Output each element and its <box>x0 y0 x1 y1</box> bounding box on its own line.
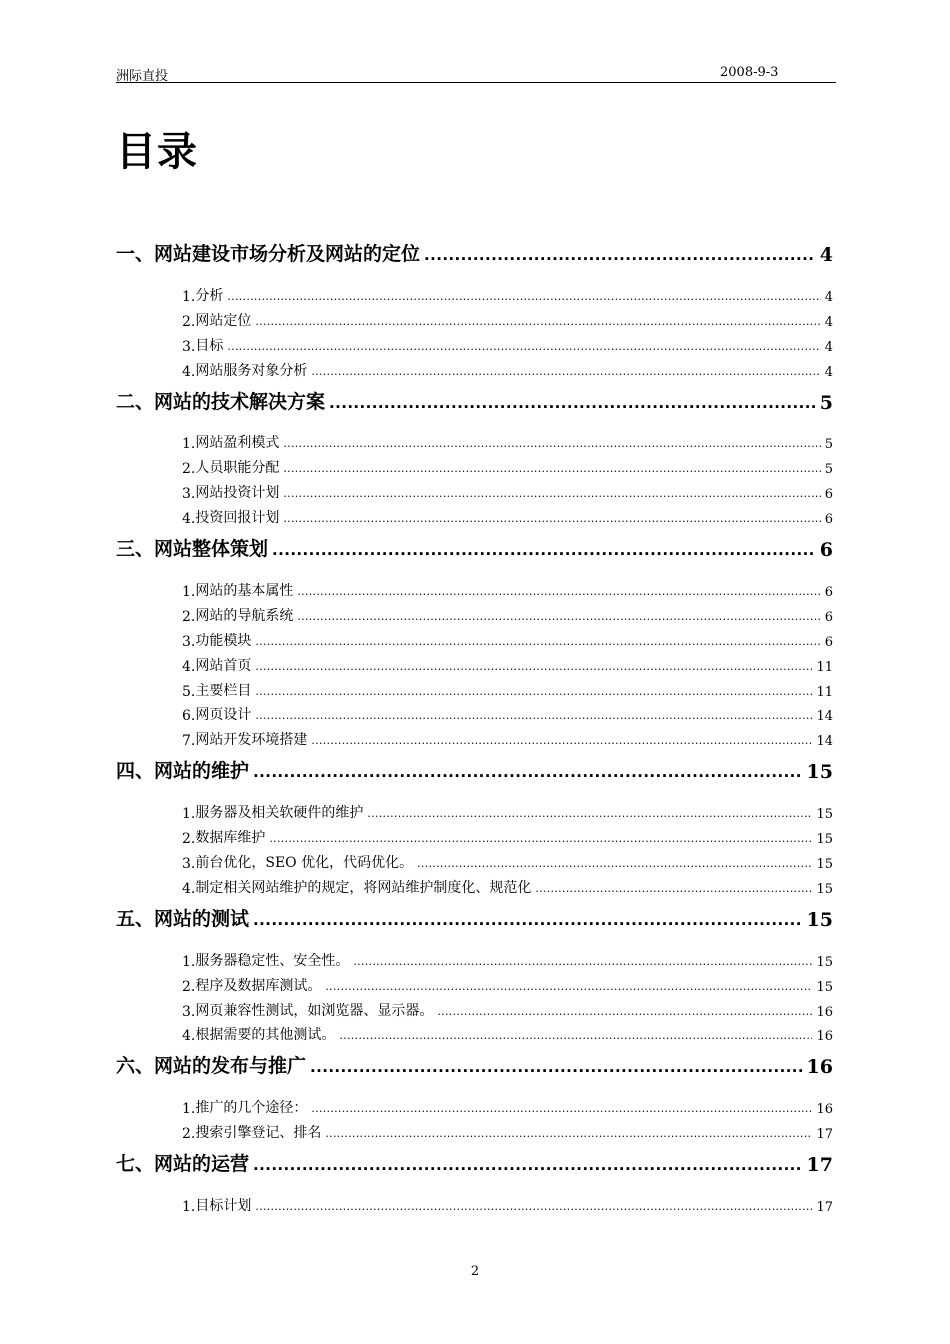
dot-leader <box>367 807 812 822</box>
subsection-number: 4. <box>182 511 196 528</box>
toc-section-entry[interactable] <box>116 749 833 783</box>
subsection-number: 3. <box>182 338 196 355</box>
subsection-title: 目标计划 <box>195 1198 252 1215</box>
dot-leader <box>227 290 820 305</box>
page-header <box>116 64 836 83</box>
section-page-number: 15 <box>806 908 833 931</box>
section-number: 四、 <box>116 760 155 783</box>
spacer <box>116 931 833 945</box>
dot-leader <box>283 437 820 452</box>
subsection-title: 服务器及相关软硬件的维护 <box>195 805 364 822</box>
subsection-number: 2. <box>182 1126 196 1143</box>
subsection-title: 分析 <box>195 287 224 304</box>
subsection-page-number: 5 <box>824 437 833 453</box>
toc-subsection-entry[interactable] <box>116 1117 833 1142</box>
subsection-page-number: 11 <box>816 684 833 700</box>
subsection-page-number: 16 <box>816 1102 833 1118</box>
dot-leader <box>297 610 820 625</box>
subsection-number: 1. <box>182 584 196 601</box>
toc-subsection-entry[interactable] <box>116 1190 833 1215</box>
section-title: 网站的发布与推广 <box>154 1055 307 1078</box>
spacer <box>116 1078 833 1092</box>
dot-leader <box>311 734 812 749</box>
subsection-page-number: 15 <box>816 832 833 848</box>
subsection-page-number: 6 <box>824 634 833 650</box>
subsection-page-number: 6 <box>824 585 833 601</box>
subsection-number: 1. <box>182 436 196 453</box>
section-title: 网站的运营 <box>154 1153 250 1176</box>
subsection-page-number: 15 <box>816 979 833 995</box>
subsection-page-number: 17 <box>816 1200 833 1216</box>
dot-leader <box>255 315 820 330</box>
subsection-title: 网站服务对象分析 <box>195 362 308 379</box>
dot-leader <box>297 585 820 600</box>
subsection-page-number: 15 <box>816 857 833 873</box>
subsection-page-number: 6 <box>824 609 833 625</box>
toc-subsection-entry[interactable] <box>116 675 833 700</box>
section-number: 二、 <box>116 390 155 413</box>
subsection-number: 3. <box>182 856 196 873</box>
section-number: 七、 <box>116 1153 155 1176</box>
dot-leader <box>325 1127 812 1142</box>
dot-leader <box>255 1200 812 1215</box>
subsection-title: 网站首页 <box>195 657 252 674</box>
section-page-number: 4 <box>819 244 833 266</box>
toc-title: 目录 <box>116 129 198 175</box>
section-number: 一、 <box>116 243 155 265</box>
toc-section-entry[interactable] <box>116 1142 833 1176</box>
table-of-contents <box>116 232 833 1215</box>
toc-section-entry[interactable] <box>116 527 833 561</box>
spacer <box>116 561 833 575</box>
spacer <box>116 266 833 280</box>
toc-section-entry[interactable] <box>116 232 833 266</box>
subsection-page-number: 17 <box>816 1127 833 1143</box>
toc-subsection-entry[interactable] <box>116 724 833 749</box>
section-page-number: 5 <box>819 391 833 414</box>
toc-subsection-entry[interactable] <box>116 822 833 847</box>
section-title: 网站建设市场分析及网站的定位 <box>154 243 421 265</box>
subsection-page-number: 14 <box>816 709 833 725</box>
section-title: 网站的技术解决方案 <box>154 390 326 413</box>
subsection-number: 4. <box>182 880 196 897</box>
subsection-number: 7. <box>182 733 196 750</box>
toc-subsection-entry[interactable] <box>116 355 833 380</box>
section-page-number: 15 <box>806 761 833 784</box>
subsection-number: 2. <box>182 831 196 848</box>
toc-subsection-entry[interactable] <box>116 650 833 675</box>
subsection-title: 网站定位 <box>195 312 252 329</box>
subsection-page-number: 5 <box>824 462 833 478</box>
dot-leader <box>255 709 812 724</box>
subsection-number: 1. <box>182 953 196 970</box>
toc-subsection-entry[interactable] <box>116 700 833 725</box>
subsection-title: 根据需要的其他测试。 <box>195 1027 336 1044</box>
dot-leader <box>253 1156 803 1176</box>
section-number: 六、 <box>116 1055 155 1078</box>
section-page-number: 16 <box>806 1056 833 1079</box>
subsection-title: 搜索引擎登记、排名 <box>195 1125 322 1142</box>
toc-subsection-entry[interactable] <box>116 945 833 970</box>
subsection-number: 2. <box>182 608 196 625</box>
subsection-title: 网站开发环境搭建 <box>195 732 308 749</box>
toc-subsection-entry[interactable] <box>116 847 833 872</box>
toc-subsection-entry[interactable] <box>116 502 833 527</box>
section-number: 五、 <box>116 907 155 930</box>
toc-subsection-entry[interactable] <box>116 575 833 600</box>
subsection-number: 4. <box>182 1028 196 1045</box>
dot-leader <box>311 1102 812 1117</box>
toc-section-entry[interactable] <box>116 1044 833 1078</box>
dot-leader <box>329 394 816 414</box>
section-title: 网站的维护 <box>154 760 250 783</box>
spacer <box>116 1176 833 1190</box>
subsection-title: 程序及数据库测试。 <box>195 977 322 994</box>
header-date: 2008-9-3 <box>720 65 779 80</box>
dot-leader <box>272 541 816 561</box>
subsection-title: 制定相关网站维护的规定，将网站维护制度化、规范化 <box>195 879 532 896</box>
section-number: 三、 <box>116 538 155 561</box>
section-title: 网站的测试 <box>154 907 250 930</box>
toc-subsection-entry[interactable] <box>116 330 833 355</box>
section-page-number: 6 <box>819 539 833 562</box>
dot-leader <box>283 512 820 527</box>
dot-leader <box>353 955 812 970</box>
toc-subsection-entry[interactable] <box>116 477 833 502</box>
header-company: 洲际直投 <box>116 69 169 84</box>
subsection-title: 网页兼容性测试，如浏览器、显示器。 <box>195 1002 434 1019</box>
toc-section-entry[interactable] <box>116 897 833 931</box>
page-number: 2 <box>470 1264 480 1279</box>
subsection-title: 网站的基本属性 <box>195 583 294 600</box>
toc-subsection-entry[interactable] <box>116 970 833 995</box>
subsection-number: 3. <box>182 633 196 650</box>
dot-leader <box>283 487 820 502</box>
subsection-title: 功能模块 <box>195 632 252 649</box>
subsection-title: 前台优化，SEO 优化，代码优化。 <box>195 855 414 872</box>
toc-subsection-entry[interactable] <box>116 305 833 330</box>
subsection-page-number: 16 <box>816 1029 833 1045</box>
dot-leader <box>310 1058 803 1078</box>
subsection-page-number: 16 <box>816 1004 833 1020</box>
subsection-number: 1. <box>182 288 196 305</box>
dot-leader <box>227 340 820 355</box>
subsection-number: 3. <box>182 1003 196 1020</box>
subsection-page-number: 11 <box>816 659 833 675</box>
subsection-title: 数据库维护 <box>195 830 266 847</box>
subsection-title: 人员职能分配 <box>195 460 280 477</box>
dot-leader <box>325 980 812 995</box>
toc-subsection-entry[interactable] <box>116 428 833 453</box>
subsection-title: 主要栏目 <box>195 682 252 699</box>
subsection-page-number: 15 <box>816 954 833 970</box>
toc-subsection-entry[interactable] <box>116 452 833 477</box>
subsection-number: 3. <box>182 486 196 503</box>
subsection-title: 网站盈利模式 <box>195 435 280 452</box>
subsection-page-number: 4 <box>824 364 833 380</box>
toc-section-entry[interactable] <box>116 380 833 414</box>
dot-leader <box>311 365 820 380</box>
subsection-number: 2. <box>182 461 196 478</box>
dot-leader <box>535 882 812 897</box>
subsection-title: 服务器稳定性、安全性。 <box>195 952 350 969</box>
dot-leader <box>255 660 812 675</box>
dot-leader <box>437 1005 812 1020</box>
subsection-page-number: 15 <box>816 807 833 823</box>
dot-leader <box>269 832 812 847</box>
toc-subsection-entry[interactable] <box>116 995 833 1020</box>
dot-leader <box>253 911 803 931</box>
section-title: 网站整体策划 <box>154 538 269 561</box>
subsection-page-number: 14 <box>816 734 833 750</box>
subsection-number: 2. <box>182 313 196 330</box>
toc-subsection-entry[interactable] <box>116 1092 833 1117</box>
subsection-page-number: 6 <box>824 487 833 503</box>
subsection-number: 4. <box>182 363 196 380</box>
subsection-page-number: 4 <box>824 289 833 305</box>
toc-subsection-entry[interactable] <box>116 1020 833 1045</box>
dot-leader <box>255 635 820 650</box>
subsection-number: 2. <box>182 978 196 995</box>
toc-subsection-entry[interactable] <box>116 280 833 305</box>
dot-leader <box>253 763 803 783</box>
toc-subsection-entry[interactable] <box>116 600 833 625</box>
subsection-title: 网页设计 <box>195 707 252 724</box>
subsection-title: 目标 <box>195 337 224 354</box>
subsection-number: 4. <box>182 658 196 675</box>
subsection-number: 5. <box>182 683 196 700</box>
subsection-page-number: 15 <box>816 881 833 897</box>
subsection-title: 投资回报计划 <box>195 510 280 527</box>
dot-leader <box>424 246 816 266</box>
subsection-title: 网站投资计划 <box>195 485 280 502</box>
toc-subsection-entry[interactable] <box>116 797 833 822</box>
subsection-page-number: 4 <box>824 314 833 330</box>
subsection-number: 1. <box>182 1101 196 1118</box>
subsection-number: 1. <box>182 1199 196 1216</box>
toc-subsection-entry[interactable] <box>116 872 833 897</box>
dot-leader <box>283 462 820 477</box>
dot-leader <box>339 1029 812 1044</box>
subsection-title: 网站的导航系统 <box>195 607 294 624</box>
spacer <box>116 414 833 428</box>
subsection-number: 1. <box>182 806 196 823</box>
subsection-number: 6. <box>182 708 196 725</box>
subsection-title: 推广的几个途径： <box>195 1100 308 1117</box>
section-page-number: 17 <box>806 1154 833 1177</box>
toc-subsection-entry[interactable] <box>116 625 833 650</box>
spacer <box>116 783 833 797</box>
dot-leader <box>417 857 812 872</box>
subsection-page-number: 6 <box>824 512 833 528</box>
dot-leader <box>255 685 812 700</box>
subsection-page-number: 4 <box>824 339 833 355</box>
